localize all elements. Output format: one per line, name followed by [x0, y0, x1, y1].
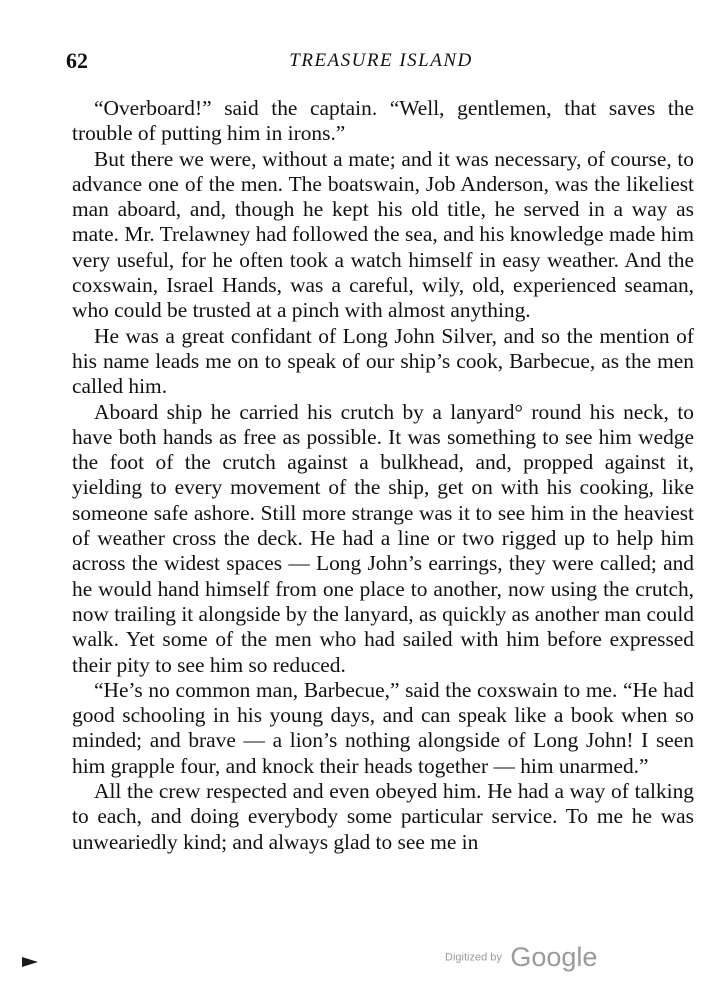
paragraph: But there we were, without a mate; and it was necessary, of course, to advance one of the men. The boatswain, Job Anderson, was the likeliest man aboard, and, though he kept his old title, he served in a way as mate. Mr. Trelawney had followed the sea, and his knowledge made him very useful, for he often took a watch himself in easy weather. And the coxswain, Israel Hands, was a careful, wily, old, experienced seaman, who could be trusted at a pinch with almost anything.	[72, 146, 694, 323]
page-header	[66, 48, 696, 78]
paragraph: “He’s no common man, Barbecue,” said the coxswain to me. “He had good schooling in his young days, and can speak like a book when so minded; and brave — a lion’s nothing alongside of Long John! I seen him grapple four, and knock their heads together — him unarmed.”	[72, 677, 694, 778]
page-number: 62	[66, 48, 88, 73]
watermark-prefix: Digitized by	[445, 951, 502, 964]
digitized-watermark	[445, 942, 597, 973]
google-logo: Google	[510, 942, 598, 972]
running-title: TREASURE ISLAND	[289, 50, 473, 71]
body-text	[72, 96, 694, 855]
paragraph: “Overboard!” said the captain. “Well, gentlemen, that saves the trouble of putting him in irons.”	[72, 96, 694, 146]
paragraph: All the crew respected and even obeyed him. He had a way of talking to each, and doing everybody some particular service. To me he was unweariedly kind; and always glad to see me in	[72, 779, 694, 854]
page-turn-marker-icon	[22, 957, 38, 967]
paragraph: Aboard ship he carried his crutch by a lanyard° round his neck, to have both hands as free as possible. It was something to see him wedge the foot of the crutch against a bulkhead, and, propped against it, yielding to every movement of the ship, get on with his cooking, like someone safe ashore. Still more strange was it to see him in the heaviest of weather cross the deck. He had a line or two rigged up to help him across the widest spaces — Long John’s earrings, they were called; and he would hand himself from one place to another, now using the crutch, now trailing it alongside by the lanyard, as quickly as another man could walk. Yet some of the men who had sailed with him before expressed their pity to see him so reduced.	[72, 399, 694, 677]
paragraph: He was a great confidant of Long John Silver, and so the mention of his name leads me on to speak of our ship’s cook, Barbecue, as the men called him.	[72, 323, 694, 399]
